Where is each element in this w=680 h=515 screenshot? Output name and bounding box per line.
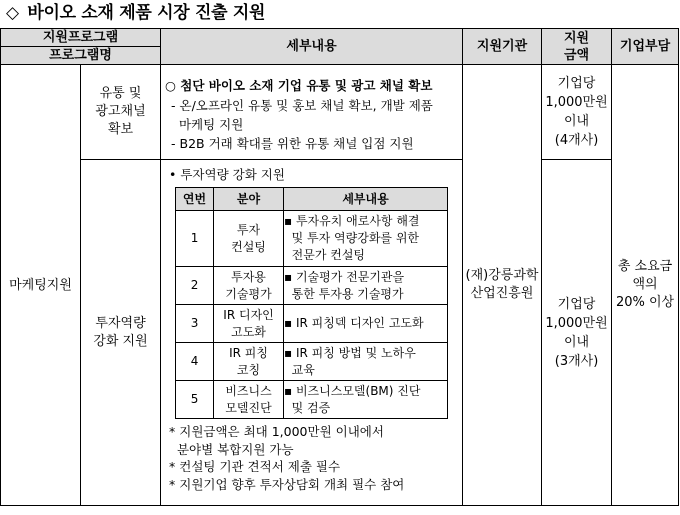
inner-no: 1: [176, 211, 214, 267]
details-headline-1: ○ 첨단 바이오 소재 기업 유통 및 광고 채널 확보: [165, 78, 433, 93]
inner-row: [176, 305, 448, 343]
header-amount-line1: 지원: [563, 30, 590, 46]
header-program: 지원프로그램: [1, 29, 161, 47]
inner-field: IR 디자인 고도화: [214, 305, 284, 343]
page-title-text: 바이오 소재 제품 시장 진출 지원: [27, 3, 266, 23]
amount-cell-2: 기업당 1,000만원 이내 (3개사): [542, 160, 612, 506]
header-amount-line2: 금액: [563, 47, 590, 63]
details-headline-2: • 투자역량 강화 지원: [169, 167, 285, 182]
diamond-icon: ◇: [6, 3, 19, 23]
note-2: 분야별 복합지원 가능: [169, 441, 294, 457]
inner-row: [176, 211, 448, 267]
inner-header-field: 분야: [214, 188, 284, 211]
inner-detail: ▪ 기술평가 전문기관을 통한 투자용 기술평가: [284, 267, 448, 305]
details-bullet-2: 마케팅 지원: [171, 117, 244, 132]
inner-field: 투자 컨설팅: [214, 211, 284, 267]
inner-detail: ▪ IR 피칭덱 디자인 고도화: [284, 305, 448, 343]
header-program-name: 프로그램명: [1, 47, 161, 65]
program-table: [0, 28, 679, 506]
note-1: * 지원금액은 최대 1,000만원 이내에서: [169, 424, 384, 439]
inner-no: 4: [176, 343, 214, 381]
category-cell: 마케팅지원: [1, 65, 81, 506]
program-name-2: 투자역량 강화 지원: [81, 160, 161, 506]
inner-no: 3: [176, 305, 214, 343]
note-4: * 지원기업 향후 투자상담회 개최 필수 참여: [169, 476, 405, 492]
inner-field: 비즈니스 모델진단: [214, 381, 284, 419]
inner-row: [176, 343, 448, 381]
inner-table: [175, 187, 448, 419]
inner-field: IR 피칭 코칭: [214, 343, 284, 381]
inner-no: 2: [176, 267, 214, 305]
page-title: [6, 0, 265, 26]
details-cell-1: [161, 65, 463, 160]
inner-detail: ▪ 비즈니스모델(BM) 진단 및 검증: [284, 381, 448, 419]
inner-header-no: 연번: [176, 188, 214, 211]
header-burden: 기업부담: [612, 29, 679, 65]
amount-cell-1: 기업당 1,000만원 이내 (4개사): [542, 65, 612, 160]
inner-header-detail: 세부내용: [284, 188, 448, 211]
program-name-1: 유통 및 광고채널 확보: [81, 65, 161, 160]
inner-no: 5: [176, 381, 214, 419]
inner-detail: ▪ IR 피칭 방법 및 노하우 교육: [284, 343, 448, 381]
inner-row: [176, 267, 448, 305]
agency-cell: (재)강릉과학 산업진흥원: [463, 65, 542, 506]
note-3: * 컨설팅 기관 견적서 제출 필수: [169, 459, 341, 474]
inner-row: [176, 381, 448, 419]
details-bullet-1: - 온/오프라인 유통 및 홍보 채널 확보, 개발 제품: [171, 98, 433, 113]
header-agency: 지원기관: [463, 29, 542, 65]
details-bullet-3: - B2B 거래 확대를 위한 유통 채널 입점 지원: [171, 136, 414, 151]
inner-field: 투자용 기술평가: [214, 267, 284, 305]
details-cell-2: [161, 160, 463, 506]
header-details: 세부내용: [161, 29, 463, 65]
inner-detail: ▪ 투자유치 애로사항 해결 및 투자 역량강화를 위한 전문가 컨설팅: [284, 211, 448, 267]
burden-cell: 총 소요금액의 20% 이상: [612, 65, 679, 506]
header-amount: [542, 29, 612, 65]
